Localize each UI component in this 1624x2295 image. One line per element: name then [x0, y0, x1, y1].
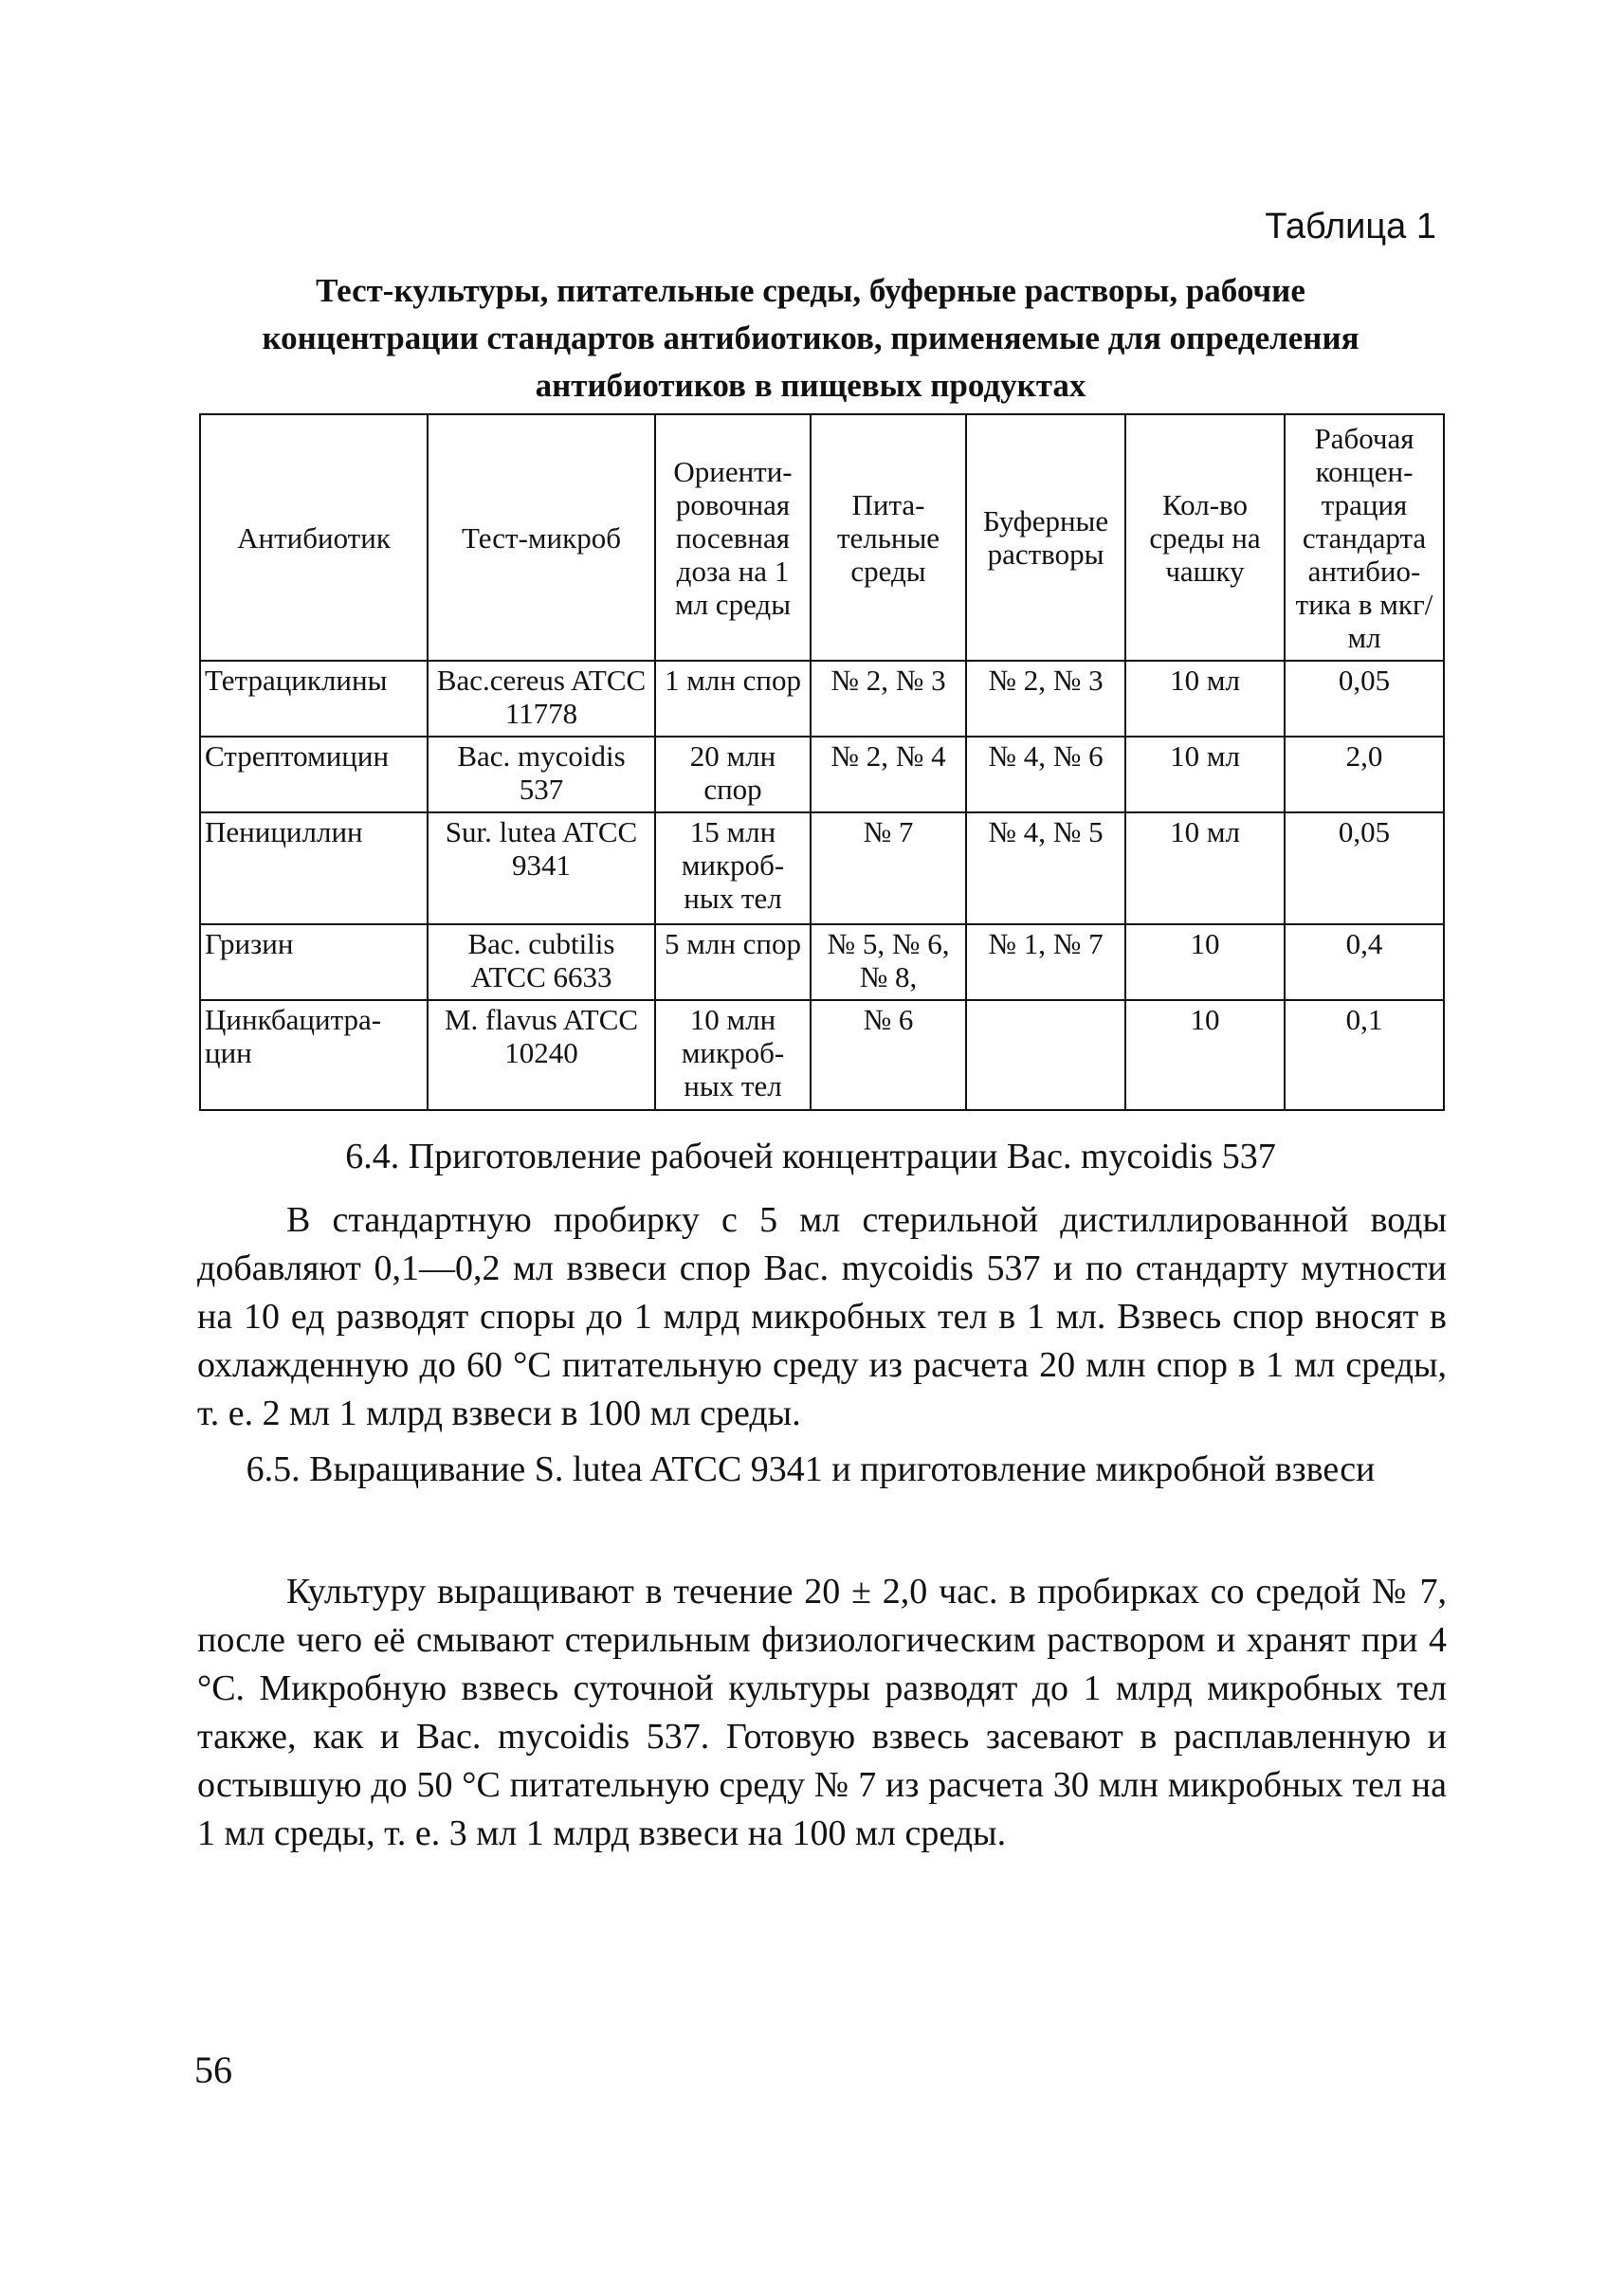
table-cell: 2,0 [1285, 737, 1444, 812]
table-cell: Гризин [200, 924, 428, 1000]
table-cell: Пенициллин [200, 812, 428, 924]
page-number: 56 [194, 2049, 232, 2091]
table-cell: № 2, № 3 [811, 661, 966, 737]
table-cell: № 2, № 3 [966, 661, 1125, 737]
table-cell: M. flavus ATCC 10240 [428, 1000, 655, 1110]
header-nutrient-media: Пита-тельные среды [811, 414, 966, 661]
table-row [200, 737, 1444, 812]
table-cell: 0,4 [1285, 924, 1444, 1000]
table-cell: 20 млн спор [655, 737, 811, 812]
table-cell: Bac.cereus ATCC 11778 [428, 661, 655, 737]
table-cell: 10 мл [1125, 737, 1285, 812]
table-cell: 15 млн микроб-ных тел [655, 812, 811, 924]
table-cell: Bac. cubtilis ATCC 6633 [428, 924, 655, 1000]
table-cell: Стрептомицин [200, 737, 428, 812]
header-seed-dose: Ориенти-ровочная посевная доза на 1 мл среды [655, 414, 811, 661]
table-title: Тест-культуры, питательные среды, буферные растворы, рабочие концентрации стандартов антибиотиков, применяемые для определения антибиотиков в пищевых продуктах [262, 272, 1359, 404]
section-6-5-paragraph: Культуру выращивают в течение 20 ± 2,0 час. в пробирках со средой № 7, после чего её смывают стерильным физиологическим раствором и хранят при 4 °С. Микробную взвесь суточной культуры разводят до 1 млрд микробных тел также, как и Bac. mycoidis 537. Готовую взвесь засевают в расплавленную и остывшую до 50 °С питательную среду № 7 из расчета 30 млн микробных тел на 1 мл среды, т. е. 3 мл 1 млрд взвеси на 100 мл среды. [197, 1572, 1447, 1853]
table-header-row [200, 414, 1444, 661]
table-cell: № 4, № 6 [966, 737, 1125, 812]
section-6-4-paragraph: В стандартную пробирку с 5 мл стерильной дистиллированной воды добавляют 0,1—0,2 мл взвеси спор Bac. mycoidis 537 и по стандарту мутности на 10 ед разводят споры до 1 млрд микробных тел в 1 мл. Взвесь спор вносят в охлажденную до 60 °С питательную среду из расчета 20 млн спор в 1 мл среды, т. е. 2 мл 1 млрд взвеси в 100 мл среды. [197, 1200, 1447, 1433]
table-row [200, 812, 1444, 924]
table-caption: Таблица 1 [1265, 207, 1436, 246]
table-cell: 0,05 [1285, 812, 1444, 924]
table-cell: Тетрациклины [200, 661, 428, 737]
table-cell: № 4, № 5 [966, 812, 1125, 924]
table-cell: 10 [1125, 1000, 1285, 1110]
table-cell: Sur. lutea ATCC 9341 [428, 812, 655, 924]
table-cell: 10 млн микроб-ных тел [655, 1000, 811, 1110]
table-cell: 0,1 [1285, 1000, 1444, 1110]
header-media-per-dish: Кол-во среды на чашку [1125, 414, 1285, 661]
table-cell: № 2, № 4 [811, 737, 966, 812]
table-cell: 5 млн спор [655, 924, 811, 1000]
table-row [200, 661, 1444, 737]
table-cell: Цинкбацитра-цин [200, 1000, 428, 1110]
table-cell: № 1, № 7 [966, 924, 1125, 1000]
table-row [200, 924, 1444, 1000]
table-cell: Bac. mycoidis 537 [428, 737, 655, 812]
table-cell: 10 мл [1125, 661, 1285, 737]
header-buffer-solutions: Буферные растворы [966, 414, 1125, 661]
table-cell: № 6 [811, 1000, 966, 1110]
table-cell: 10 [1125, 924, 1285, 1000]
table-cell [966, 1000, 1125, 1110]
table-cell: 10 мл [1125, 812, 1285, 924]
header-antibiotic: Антибиотик [200, 414, 428, 661]
header-working-concentration: Рабочая концен-трация стандарта антибио-тика в мкг/мл [1285, 414, 1444, 661]
table-cell: № 5, № 6, № 8, [811, 924, 966, 1000]
section-6-5-heading: 6.5. Выращивание S. lutea ATCC 9341 и приготовление микробной взвеси [246, 1449, 1376, 1489]
section-6-4-heading: 6.4. Приготовление рабочей концентрации Bac. mycoidis 537 [345, 1137, 1276, 1176]
table-cell: 0,05 [1285, 661, 1444, 737]
antibiotics-table [199, 413, 1445, 1111]
table-cell: 1 млн спор [655, 661, 811, 737]
header-test-microbe: Тест-микроб [428, 414, 655, 661]
table-cell: № 7 [811, 812, 966, 924]
table-row [200, 1000, 1444, 1110]
